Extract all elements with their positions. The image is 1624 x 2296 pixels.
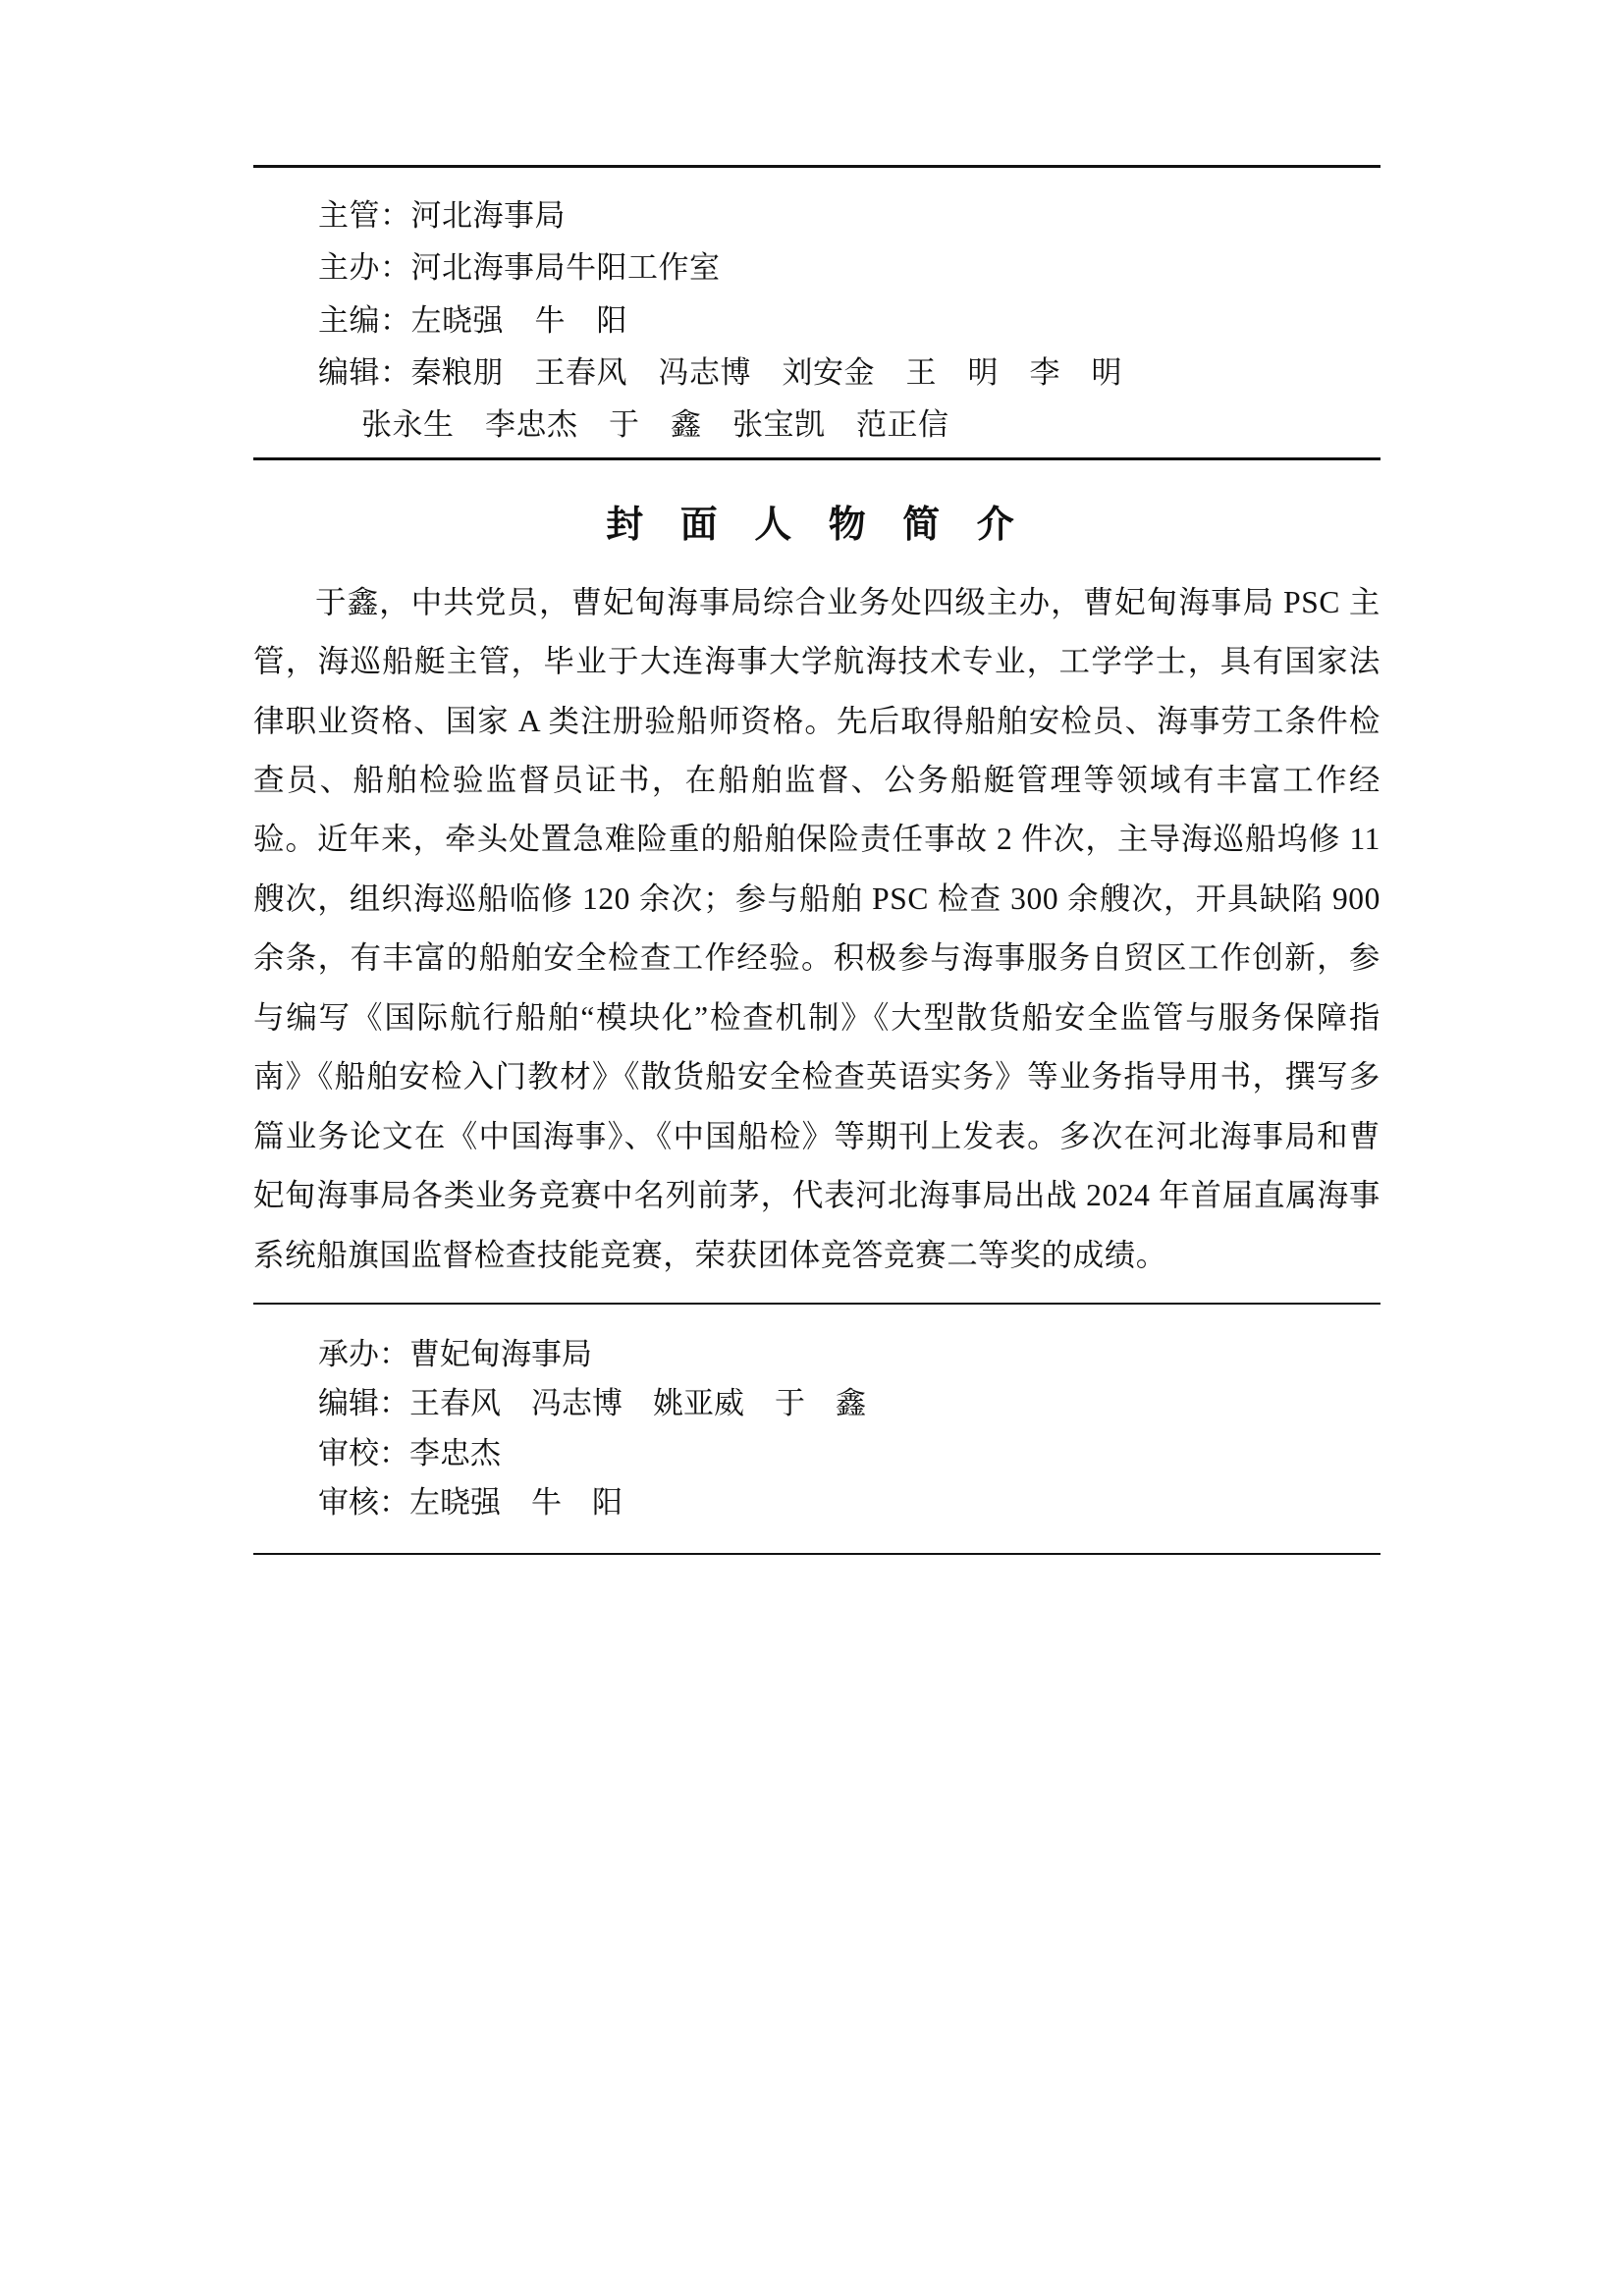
bottom-rule (253, 1553, 1380, 1555)
credit-editors: 编辑：王春风 冯志博 姚亚威 于 鑫 (318, 1386, 866, 1421)
masthead-chief-editor: 主编：左晓强 牛 阳 (318, 302, 627, 338)
page-title: 封 面 人 物 简 介 (606, 504, 1028, 546)
masthead-bottom-rule (253, 457, 1380, 460)
credit-reviewer: 审核：左晓强 牛 阳 (318, 1484, 623, 1520)
masthead-supervisor: 主管：河北海事局 (318, 198, 566, 233)
biography-paragraph: 于鑫，中共党员，曹妃甸海事局综合业务处四级主办，曹妃甸海事局 PSC 主管，海巡船艇主管，毕业于大连海事大学航海技术专业，工学学士，具有国家法律职业资格、国家 A 类注册验船师资格。先后取得船舶安检员、海事劳工条件检查员、船舶检验监督员证书，在船舶监督、公务船艇管理等领域有丰富工作经验。近年来，牵头处置急难险重的船舶保险责任事故 2 件次，主导海巡船坞修 11 艘次，组织海巡船临修 120 余次；参与船舶 PSC 检查 300 余艘次，开具缺陷 900 余条，有丰富的船舶安全检查工作经验。积极参与海事服务自贸区工作创新，参与编写《国际航行船舶“模块化”检查机制》《大型散货船安全监管与服务保障指南》《船舶安检入门教材》《散货船安全检查英语实务》等业务指导用书，撰写多篇业务论文在《中国海事》、《中国船检》等期刊上发表。多次在河北海事局和曹妃甸海事局各类业务竞赛中名列前茅，代表河北海事局出战 2024 年首届直属海事系统船旗国监督检查技能竞赛，荣获团体竞答竞赛二等奖的成绩。 (253, 584, 1380, 1272)
credit-proofreader: 审校：李忠杰 (318, 1435, 501, 1470)
credit-undertaker: 承办：曹妃甸海事局 (318, 1337, 592, 1372)
masthead-editors-continued: 张永生 李忠杰 于 鑫 张宝凯 范正信 (361, 407, 949, 443)
masthead-block (253, 168, 1380, 457)
masthead-organizer: 主办：河北海事局牛阳工作室 (318, 250, 721, 286)
document-content (253, 165, 1380, 1555)
credits-block (253, 1305, 1380, 1553)
masthead-editors: 编辑：秦粮朋 王春风 冯志博 刘安金 王 明 李 明 (318, 354, 1122, 390)
